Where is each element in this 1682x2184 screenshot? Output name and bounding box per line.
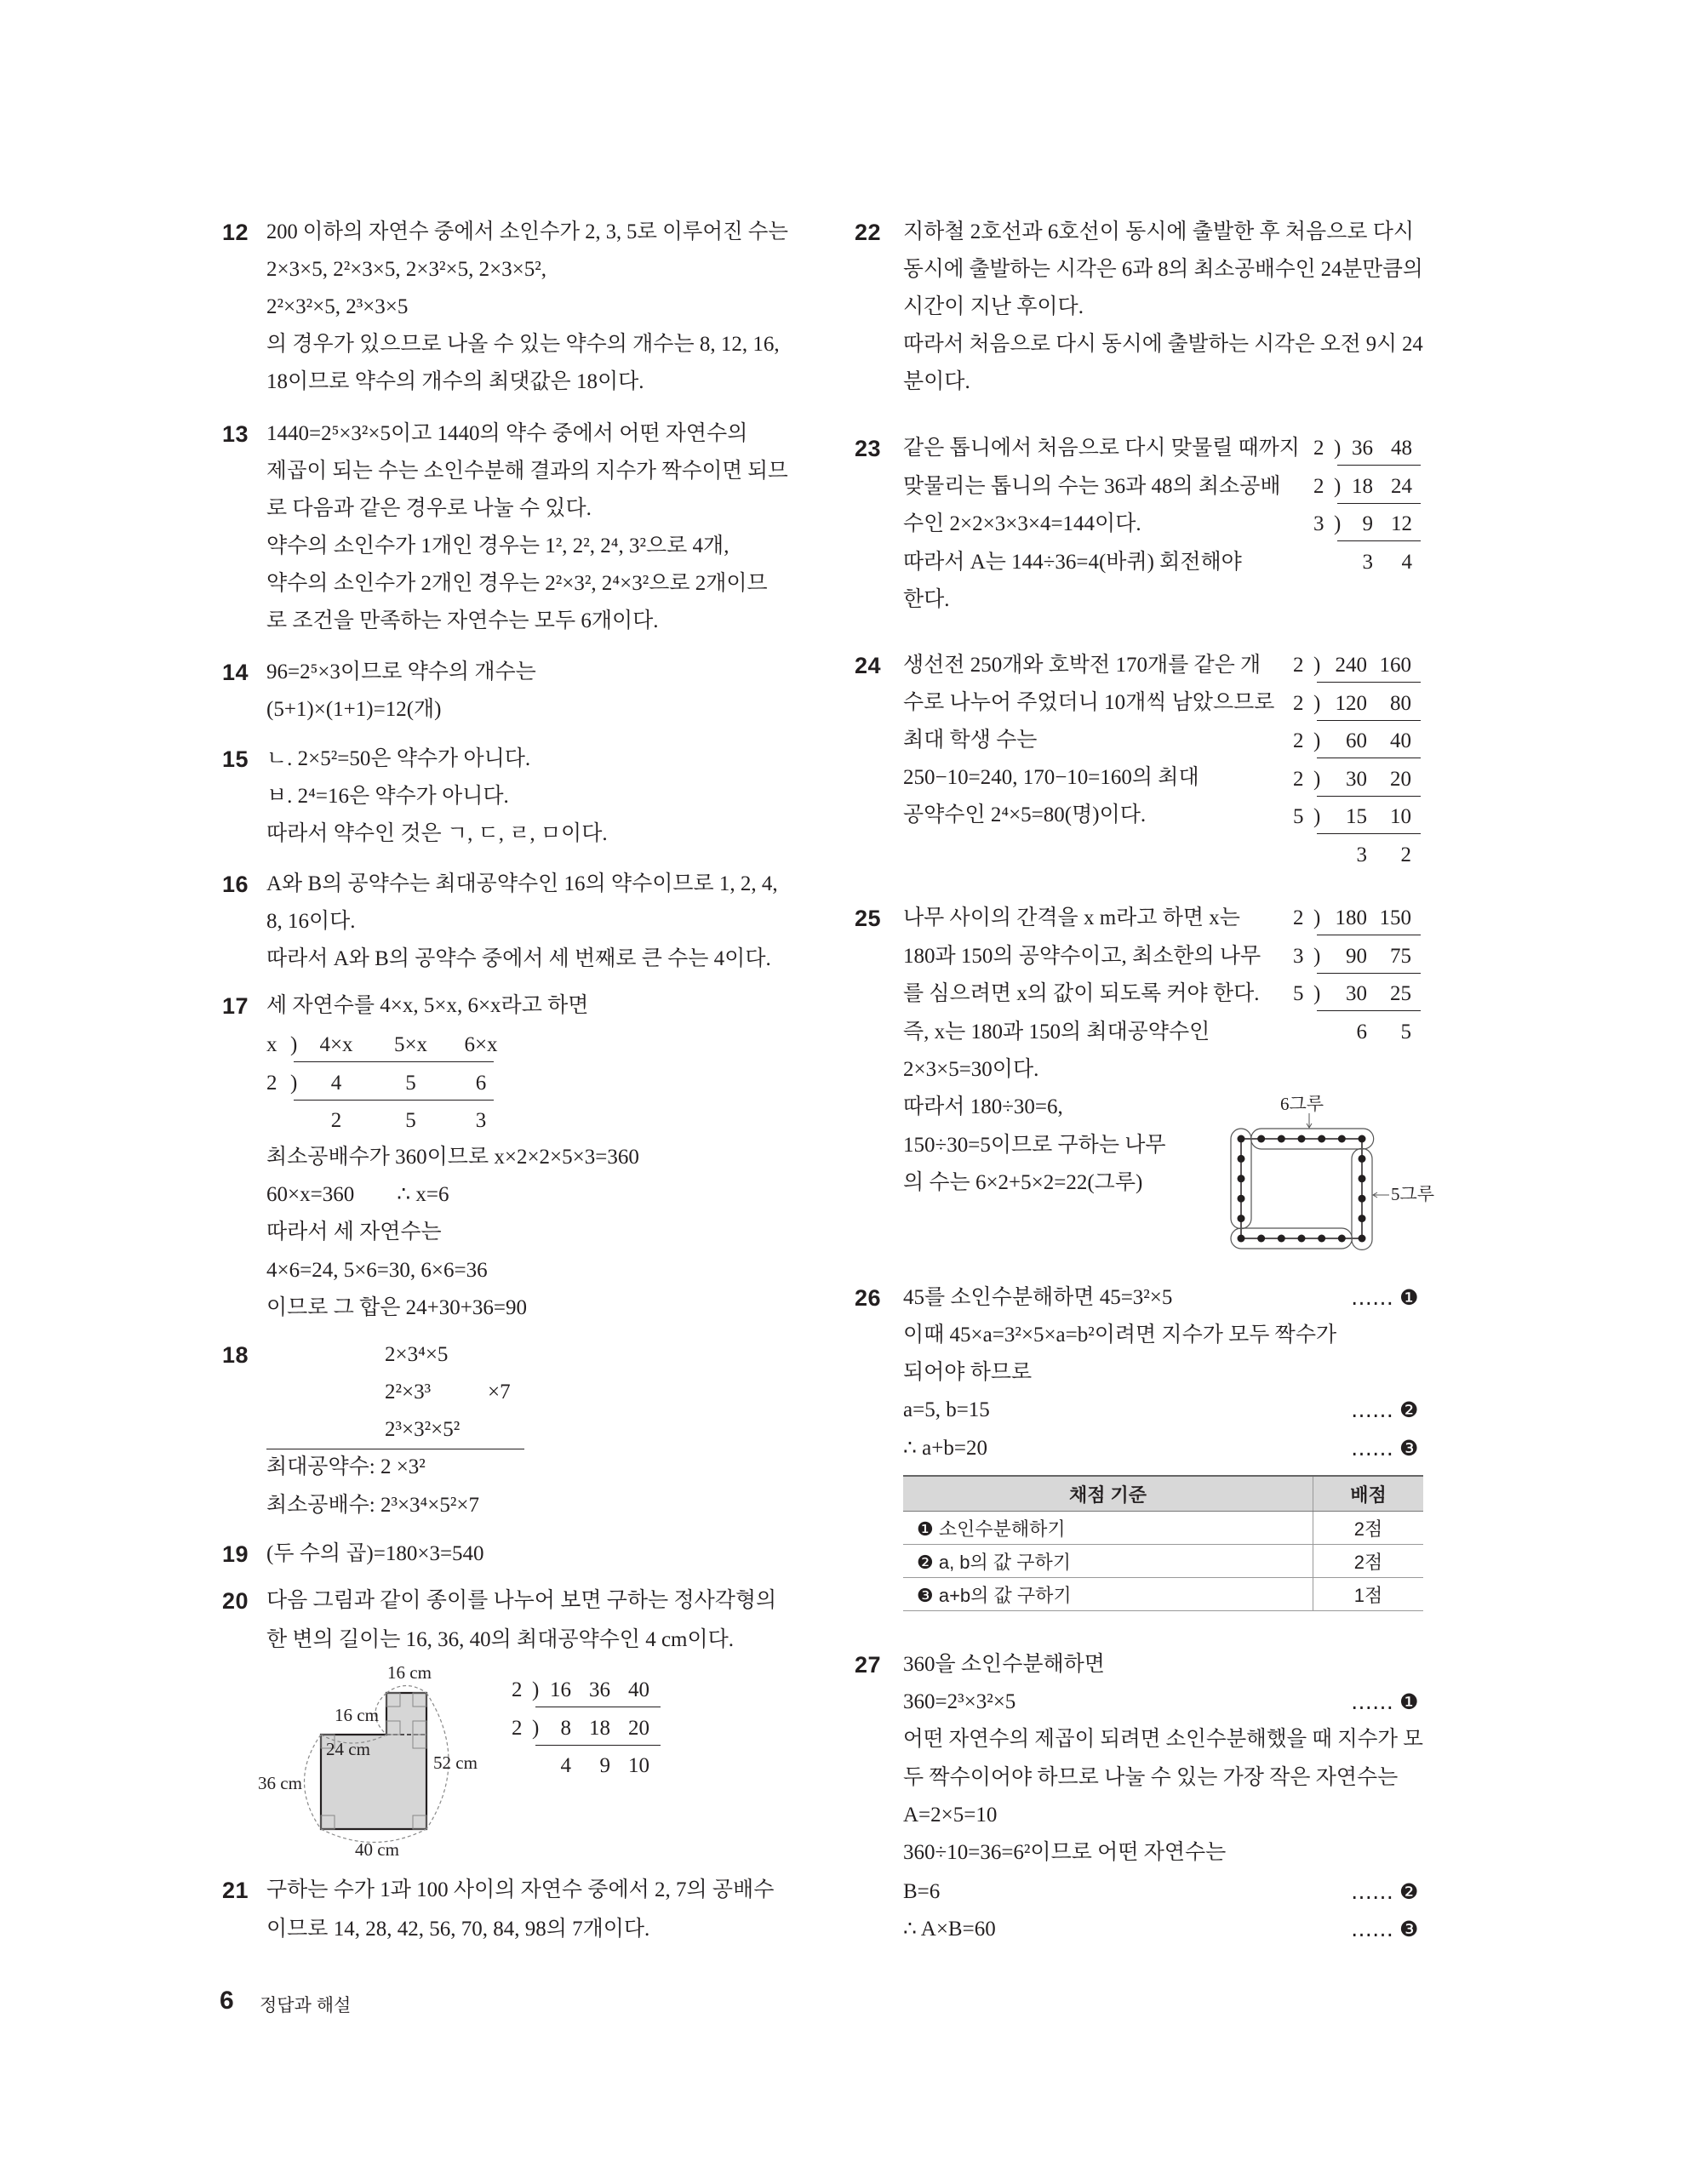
solution-line: 2×3×5, 2²×3×5, 2×3²×5, 2×3×5², [266,258,547,281]
solution-line: 공약수인 2⁴×5=80(명)이다. [903,803,1147,826]
tree-dot [1238,1235,1245,1243]
division-value: 80 [1390,691,1411,715]
step-marker-dots: …… [1351,1879,1393,1904]
solution-line: 따라서 세 자연수는 [266,1221,442,1244]
division-value: 9 [599,1754,610,1777]
division-row [0,647,1682,684]
division-value: 15 [1346,805,1367,828]
tree-count-label-right: 5그루 [1391,1184,1435,1204]
division-value: 4 [330,1071,342,1095]
division-row [0,761,1682,798]
division-bracket: ) [1334,437,1342,460]
division-row [0,938,1682,975]
problem-number-15: 15 [222,746,249,772]
solution-line: ㅂ. 2⁴=16은 약수가 아니다. [266,785,509,808]
score-points: 2점 [1313,1512,1424,1545]
problem-number-26: 26 [855,1285,882,1311]
division-row [0,685,1682,723]
tree-dot [1338,1235,1346,1243]
division-value: 160 [1379,654,1411,677]
division-underline [1317,720,1421,721]
solution-line: 60×x=360 ∴ x=6 [266,1183,449,1206]
page-number: 6 [220,1987,234,2015]
step-marker-dots: …… [1351,1436,1393,1461]
division-bracket: ) [1313,982,1321,1005]
division-value: 25 [1390,982,1411,1005]
step-marker-dots: …… [1351,1285,1393,1310]
divisor: 5 [1293,805,1304,828]
solution-line: 360을 소인수분해하면 [903,1653,1105,1676]
divisor: 2 [512,1716,523,1740]
tree-count-label-top: 6그루 [1280,1094,1324,1114]
tree-dot [1298,1235,1306,1243]
step-number-icon: ❸ [1399,1917,1419,1941]
step-marker-dots: …… [1351,1689,1393,1714]
division-row [0,1747,1682,1785]
factorization-row: 2³×3²×5² [385,1418,461,1441]
division-row [0,798,1682,836]
solution-line: 이므로 14, 28, 42, 56, 70, 84, 98의 7개이다. [266,1918,650,1941]
solution-line: 180과 150의 공약수이고, 최소한의 나무 [903,945,1262,968]
solution-line: 360=2³×3²×5 [903,1690,1016,1713]
solution-line: 를 심으려면 x의 값이 되도록 커야 한다. [903,982,1260,1005]
problem-number-21: 21 [222,1878,249,1903]
solution-line: 로 조건을 만족하는 자연수는 모두 6개이다. [266,609,659,632]
solution-line: 제곱이 되는 수는 소인수분해 결과의 지수가 짝수이면 되므 [266,460,788,483]
division-value: 3 [475,1109,487,1132]
divisor: 2 [1313,437,1324,460]
dimension-label-bottom: 40 cm [355,1839,399,1860]
division-value: 4 [560,1754,571,1777]
scoring-table [903,1475,1423,1611]
scoring-table-row [903,1578,1423,1611]
tree-dot [1318,1235,1325,1243]
division-value: 18 [1352,474,1373,498]
division-bracket: ) [532,1716,540,1740]
division-bracket: ) [1334,474,1342,498]
tree-dot [1238,1155,1245,1163]
page-footer-title: 정답과 해설 [260,1996,352,2015]
division-value: 30 [1346,767,1367,791]
division-bracket: ) [1313,691,1321,715]
solution-line: 최대공약수: 2 ×3² [266,1455,426,1478]
division-value: 2 [330,1109,342,1132]
solution-line: 8, 16이다. [266,910,356,933]
problem-number-20: 20 [222,1588,249,1614]
division-value: 6 [475,1071,487,1095]
solution-line: 수인 2×2×3×3×4=144이다. [903,512,1141,535]
solution-line: 200 이하의 자연수 중에서 소인수가 2, 3, 5로 이루어진 수는 [266,220,788,243]
solution-line: 지하철 2호선과 6호선이 동시에 출발한 후 처음으로 다시 [903,220,1415,243]
divisor: 2 [1293,654,1304,677]
solution-line: (5+1)×(1+1)=12(개) [266,698,442,721]
problem-number-19: 19 [222,1541,249,1567]
division-value: 150 [1379,906,1411,929]
division-underline [1337,540,1421,541]
tree-dot [1238,1215,1245,1222]
division-value: 4 [1401,550,1412,574]
step-number-icon: ❷ [1399,1879,1419,1904]
solution-line: 로 다음과 같은 경우로 나눌 수 있다. [266,497,592,520]
solution-line: A=2×5=10 [903,1804,998,1827]
problem-number-14: 14 [222,660,249,685]
solution-line: 360÷10=36=6²이므로 어떤 자연수는 [903,1841,1227,1864]
tree-dot [1359,1155,1366,1163]
division-value: 3 [1362,550,1373,574]
divisor: 2 [1313,474,1324,498]
division-underline [1317,682,1421,683]
solution-line: 최소공배수: 2³×3⁴×5²×7 [266,1494,479,1517]
divisor: 2 [266,1071,277,1095]
division-underline [1337,465,1421,466]
division-value: 18 [589,1716,610,1740]
problem-number-27: 27 [855,1652,882,1678]
division-value: 40 [628,1678,649,1701]
division-row [0,1672,1682,1709]
problem-number-22: 22 [855,220,882,245]
solution-line: 맞물리는 톱니의 수는 36과 48의 최소공배 [903,475,1281,498]
division-row [0,544,1682,581]
score-points: 2점 [1313,1545,1424,1578]
division-underline [535,1745,661,1746]
division-bracket: ) [1313,944,1321,968]
division-value: 40 [1390,729,1411,752]
divisor: 2 [512,1678,523,1701]
tree-dot [1257,1235,1265,1243]
solution-line: 약수의 소인수가 1개인 경우는 1², 2², 2⁴, 3²으로 4개, [266,535,729,557]
division-value: 5 [405,1109,416,1132]
solution-line: 250−10=240, 170−10=160의 최대 [903,766,1199,789]
division-value: 16 [550,1678,571,1701]
dimension-label-right: 52 cm [433,1752,478,1773]
division-value: 20 [1390,767,1411,791]
division-bracket: ) [290,1071,298,1095]
solution-line: 즉, x는 180과 150의 최대공약수인 [903,1021,1210,1043]
solution-line: 의 경우가 있으므로 나올 수 있는 약수의 개수는 8, 12, 16, [266,333,780,356]
solution-line: 따라서 A는 144÷36=4(바퀴) 회전해야 [903,551,1242,574]
division-value: 10 [1390,805,1411,828]
division-value: 3 [1356,843,1367,866]
divisor: 3 [1293,944,1304,968]
divisor: x [266,1033,277,1056]
score-criterion: ❸ a+b의 값 구하기 [903,1578,1313,1611]
solution-line: 의 수는 6×2+5×2=22(그루) [903,1171,1143,1194]
division-value: 120 [1335,691,1367,715]
problem-number-25: 25 [855,906,882,931]
division-underline [1317,833,1421,834]
divisor: 2 [1293,691,1304,715]
tree-dot [1238,1195,1245,1203]
problem-number-12: 12 [222,220,249,245]
division-row [0,430,1682,467]
division-value: 24 [1391,474,1412,498]
solution-line: 두 짝수이어야 하므로 나눌 수 있는 가장 작은 자연수는 [903,1766,1399,1789]
factorization-row: 2²×3³ [385,1381,432,1404]
solution-line: 한다. [903,588,950,611]
division-bracket: ) [532,1678,540,1701]
division-value: 8 [560,1716,571,1740]
divisor: 2 [1293,906,1304,929]
division-row [0,1014,1682,1051]
division-value: 36 [1352,437,1373,460]
tree-dot [1278,1235,1285,1243]
division-row [0,837,1682,874]
solution-line: ∴ a+b=20 [903,1437,987,1460]
division-value: 6×x [464,1033,498,1056]
division-value: 5 [1400,1020,1411,1043]
divisor: 2 [1293,729,1304,752]
division-row [0,468,1682,506]
step-marker-dots: …… [1351,1917,1393,1941]
solution-line: 나무 사이의 간격을 x m라고 하면 x는 [903,906,1240,929]
solution-line: 따라서 A와 B의 공약수 중에서 세 번째로 큰 수는 4이다. [266,947,771,970]
problem-number-24: 24 [855,653,882,678]
tree-dot [1359,1215,1366,1222]
solution-line: 45를 소인수분해하면 45=3²×5 [903,1286,1173,1309]
division-value: 10 [628,1754,649,1777]
solution-line: 따라서 약수인 것은 ㄱ, ㄷ, ㄹ, ㅁ이다. [266,822,608,845]
solution-line: 되어야 하므로 [903,1361,1033,1384]
tree-dot [1359,1235,1366,1243]
scoring-table-row [903,1512,1423,1545]
solution-line: B=6 [903,1880,941,1903]
problem-number-17: 17 [222,993,249,1019]
step-number-icon: ❷ [1399,1398,1419,1422]
solution-line: 다음 그림과 같이 종이를 나누어 보면 구하는 정사각형의 [266,1589,777,1612]
division-value: 36 [589,1678,610,1701]
division-bracket: ) [290,1033,298,1056]
division-row [0,900,1682,937]
problem-number-23: 23 [855,436,882,461]
tree-dot [1238,1175,1245,1182]
solution-line: 따라서 처음으로 다시 동시에 출발하는 시각은 오전 9시 24 [903,333,1423,356]
division-value: 90 [1346,944,1367,968]
problem-number-16: 16 [222,872,249,897]
tree-dot [1359,1175,1366,1182]
division-underline [294,1100,494,1101]
dimension-label-left-upper: 16 cm [335,1705,379,1725]
division-value: 60 [1346,729,1367,752]
division-row [0,1065,1682,1102]
division-row [0,1102,1682,1140]
division-value: 20 [628,1716,649,1740]
division-bracket: ) [1313,805,1321,828]
solution-line: 이므로 그 합은 24+30+36=90 [266,1296,527,1319]
dimension-label-left: 36 cm [258,1773,302,1793]
solution-line: 최소공배수가 360이므로 x×2×2×5×3=360 [266,1146,639,1169]
solution-line: 어떤 자연수의 제곱이 되려면 소인수분해했을 때 지수가 모 [903,1728,1423,1751]
division-bracket: ) [1313,767,1321,791]
division-underline [294,1061,494,1062]
solution-line: 수로 나누어 주었더니 10개씩 남았으므로 [903,691,1275,714]
division-bracket: ) [1313,906,1321,929]
division-value: 5 [405,1071,416,1095]
division-value: 48 [1391,437,1412,460]
division-row [0,506,1682,543]
solution-line: A와 B의 공약수는 최대공약수인 16의 약수이므로 1, 2, 4, [266,872,778,895]
problem-number-18: 18 [222,1342,249,1368]
solution-line: 2²×3²×5, 2³×3×5 [266,295,409,318]
solution-line: 이때 45×a=3²×5×a=b²이려면 지수가 모두 짝수가 [903,1324,1337,1346]
score-criterion: ❷ a, b의 값 구하기 [903,1545,1313,1578]
division-row [0,975,1682,1013]
solution-line: 같은 톱니에서 처음으로 다시 맞물릴 때까지 [903,437,1300,460]
solution-line: 동시에 출발하는 시각은 6과 8의 최소공배수인 24분만큼의 [903,258,1423,281]
problem-number-13: 13 [222,421,249,447]
solution-line: 약수의 소인수가 2개인 경우는 2²×3², 2⁴×3²으로 2개이므 [266,572,768,595]
step-number-icon: ❶ [1399,1689,1419,1714]
step-number-icon: ❶ [1399,1285,1419,1310]
dimension-label-top: 16 cm [387,1662,432,1683]
solution-line: 분이다. [903,370,970,393]
division-underline [1317,973,1421,974]
division-value: 240 [1335,654,1367,677]
factorization-row: 2×3⁴×5 [385,1343,449,1366]
division-value: 12 [1391,512,1412,535]
solution-line: (두 수의 곱)=180×3=540 [266,1542,484,1565]
solution-line: 18이므로 약수의 개수의 최댓값은 18이다. [266,370,644,393]
solution-line: 구하는 수가 1과 100 사이의 자연수 중에서 2, 7의 공배수 [266,1878,775,1901]
division-value: 9 [1362,512,1373,535]
road-square [1241,1139,1362,1238]
solution-line: 시간이 지난 후이다. [903,295,1084,318]
solution-line: 생선전 250개와 호박전 170개를 같은 개 [903,654,1262,677]
solution-line: ㄴ. 2×5²=50은 약수가 아니다. [266,747,531,770]
division-value: 30 [1346,982,1367,1005]
score-criterion: ❶ 소인수분해하기 [903,1512,1313,1545]
division-underline [1337,503,1421,504]
solution-line: 96=2⁵×3이므로 약수의 개수는 [266,660,536,683]
division-bracket: ) [1334,512,1342,535]
division-value: 4×x [319,1033,353,1056]
divisor: 5 [1293,982,1304,1005]
solution-line: 최대 학생 수는 [903,729,1038,752]
divisor: 2 [1293,767,1304,791]
division-value: 2 [1400,843,1411,866]
solution-line: 150÷30=5이므로 구하는 나무 [903,1134,1166,1157]
division-bracket: ) [1313,729,1321,752]
division-underline [1317,796,1421,797]
solution-line: 세 자연수를 4×x, 5×x, 6×x라고 하면 [266,994,589,1017]
scoring-table-row [903,1545,1423,1578]
division-value: 5×x [393,1033,428,1056]
division-value: 75 [1390,944,1411,968]
solution-line: 2×3×5=30이다. [903,1058,1039,1081]
solution-line: ∴ A×B=60 [903,1918,996,1941]
solution-line: a=5, b=15 [903,1398,990,1421]
scoring-table-header: 채점 기준 [903,1476,1313,1512]
division-value: 6 [1356,1020,1367,1043]
division-bracket: ) [1313,654,1321,677]
factorization-row: ×7 [488,1381,511,1404]
step-number-icon: ❸ [1399,1436,1419,1461]
solution-line: 1440=2⁵×3²×5이고 1440의 약수 중에서 어떤 자연수의 [266,422,748,445]
tree-dot [1359,1195,1366,1203]
scoring-table-header: 배점 [1313,1476,1424,1512]
solution-line: 4×6=24, 5×6=30, 6×6=36 [266,1259,488,1282]
division-underline [1317,1010,1421,1011]
solution-line: 따라서 180÷30=6, [903,1095,1063,1118]
divisor: 3 [1313,512,1324,535]
division-row [0,1710,1682,1747]
solution-line: 한 변의 길이는 16, 36, 40의 최대공약수인 4 cm이다. [266,1628,735,1651]
division-row [0,723,1682,760]
dimension-label-inner: 24 cm [326,1739,370,1759]
score-points: 1점 [1313,1578,1424,1611]
division-value: 180 [1335,906,1367,929]
step-marker-dots: …… [1351,1398,1393,1422]
